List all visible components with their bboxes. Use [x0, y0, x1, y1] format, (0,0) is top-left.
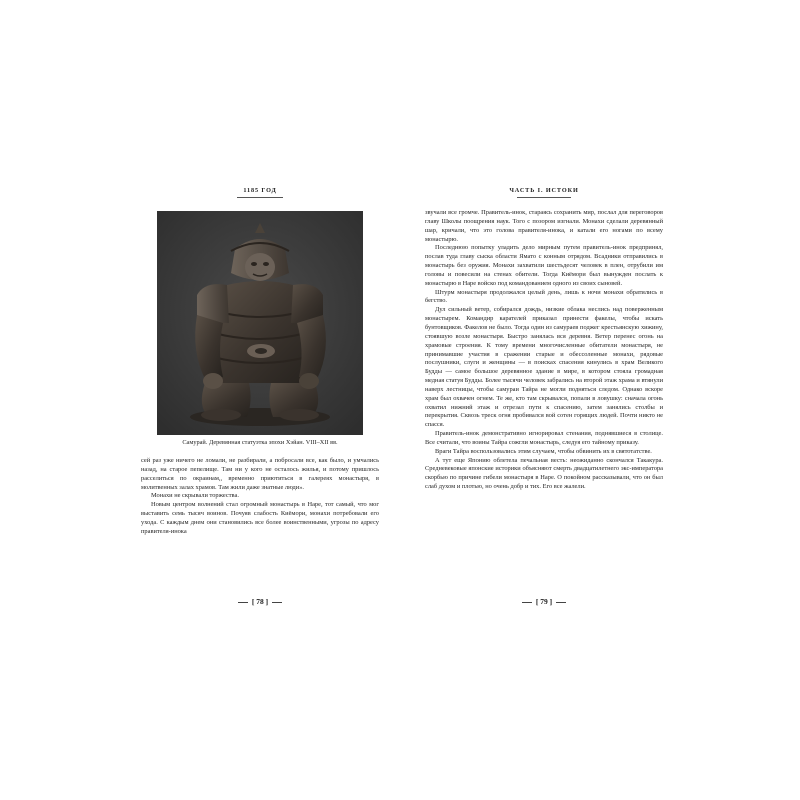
samurai-statue-illustration	[157, 211, 363, 435]
photo-caption: Самурай. Деревянная статуэтка эпохи Хэйан. VIII–XII вв.	[182, 439, 338, 446]
right-running-head: ЧАСТЬ I. ИСТОКИ	[509, 187, 579, 194]
paragraph: Дул сильный ветер, собирался дождь, низкие облака неслись над поверженным монастырем. Командир карателей приказал принести факелы, чтобы искать бунтовщиков. Факелов не было. Тогда один из самураев поджег крестьянскую хижину, стоявшую возле монастыря. Быстро занялась вся деревня. Ветер перенес огонь на храмовые строения. К тому времени многочисленные обитатели монастыря, не принимавшие участия в сражении старые и обессоленные монахи, рядовые послушники, слуги и женщины — в поисках спасения кинулись в храм Великого Будды — самое большое деревянное здание в мире, в котором стояла громадная медная статуя Будды. Более тысячи человек забрались на второй этаж храма и втянули наверх лестницы, чтобы самураи Тайра не могли подняться следом. Однако вскоре храм был охвачен огнем. Те же, кто там скрывался, попали в ловушку: сначала огонь охватил нижний этаж и отрезал пути к спасению, затем занялись столбы и перекрытия. Сквозь треск огня пробивался вой сотен горящих людей. Почти никто не спасся.	[425, 306, 663, 429]
paragraph: сей раз уже ничего не ломали, не разбирали, а побросали все, как было, и умчались назад, на старое пепелище. Там ни у кого не осталось жилья, и потому пришлось расселиться по окраинам,, временно приютиться в галереях монастыря, в молитвенных залах храмов. Там жили даже знатные люди».	[141, 457, 379, 491]
right-page-number: [ 79 ]	[425, 597, 663, 606]
paragraph: Штурм монастыря продолжался целый день, лишь к ночи монахи обратились в бегство.	[425, 288, 663, 305]
paragraph: Последнюю попытку уладить дело мирным путем правитель-инок предпринял, послав туда главу сыска области Ямато с конным отрядом. Всадники отправились в монастырь без оружия. Монахи захватили шестьдесят человек в плен, отрубили им головы и повесили на стенах обители. Тогда Киёмори был вынужден послать к монастырю в Наре войско под командованием одного из своих сыновей.	[425, 244, 663, 287]
left-body-text	[141, 457, 379, 537]
left-head-rule	[237, 197, 283, 198]
book-spread	[131, 183, 673, 610]
right-page	[425, 183, 663, 610]
paragraph: Правитель-инок демонстративно игнорировал стенания, поднявшиеся в столице. Все считали, что воины Тайра сожгли монастырь, следуя его тайному приказу.	[425, 430, 663, 446]
right-body-text	[425, 209, 663, 492]
paragraph: Новым центром волнений стал огромный монастырь в Наре, тот самый, что мог выставить семь тысяч воинов. Почуяв слабость Киёмори, монахи потребовали его ухода. С каждым днем они становились все более воинственными, угрозы по адресу правителя-инока	[141, 501, 379, 535]
left-page-number: [ 78 ]	[141, 597, 379, 606]
page-number-value: 79	[540, 597, 548, 606]
page-number-value: 78	[256, 597, 264, 606]
paragraph: Враги Тайра воспользовались этим случаем, чтобы обвинить их в святотатстве.	[435, 447, 652, 455]
right-head-rule	[517, 197, 571, 198]
paragraph: А тут еще Японию облетела печальная весть: неожиданно скончался Такакура. Средневековые японские историки объясняют смерть двадцатилетнего экс-императора скорбью по причине гибели монастыря в Наре. О покойном рассказывали, что он был слаб духом и плотью, но очень добр и тих. Его все жалели.	[425, 456, 663, 491]
left-page	[141, 183, 379, 610]
left-running-head: 1185 ГОД	[243, 187, 277, 194]
paragraph: звучали все громче. Правитель-инок, стараясь сохранить мир, послал для переговоров главу Школы поощрения наук. Того с позором изгнали. Монахи сделали деревянный шар, кричали, что это голова правителя-инока, и катали его ногами по всему монастырю.	[425, 209, 663, 243]
paragraph: Монахи не скрывали торжества.	[151, 492, 239, 500]
samurai-statue-photo	[157, 211, 363, 435]
